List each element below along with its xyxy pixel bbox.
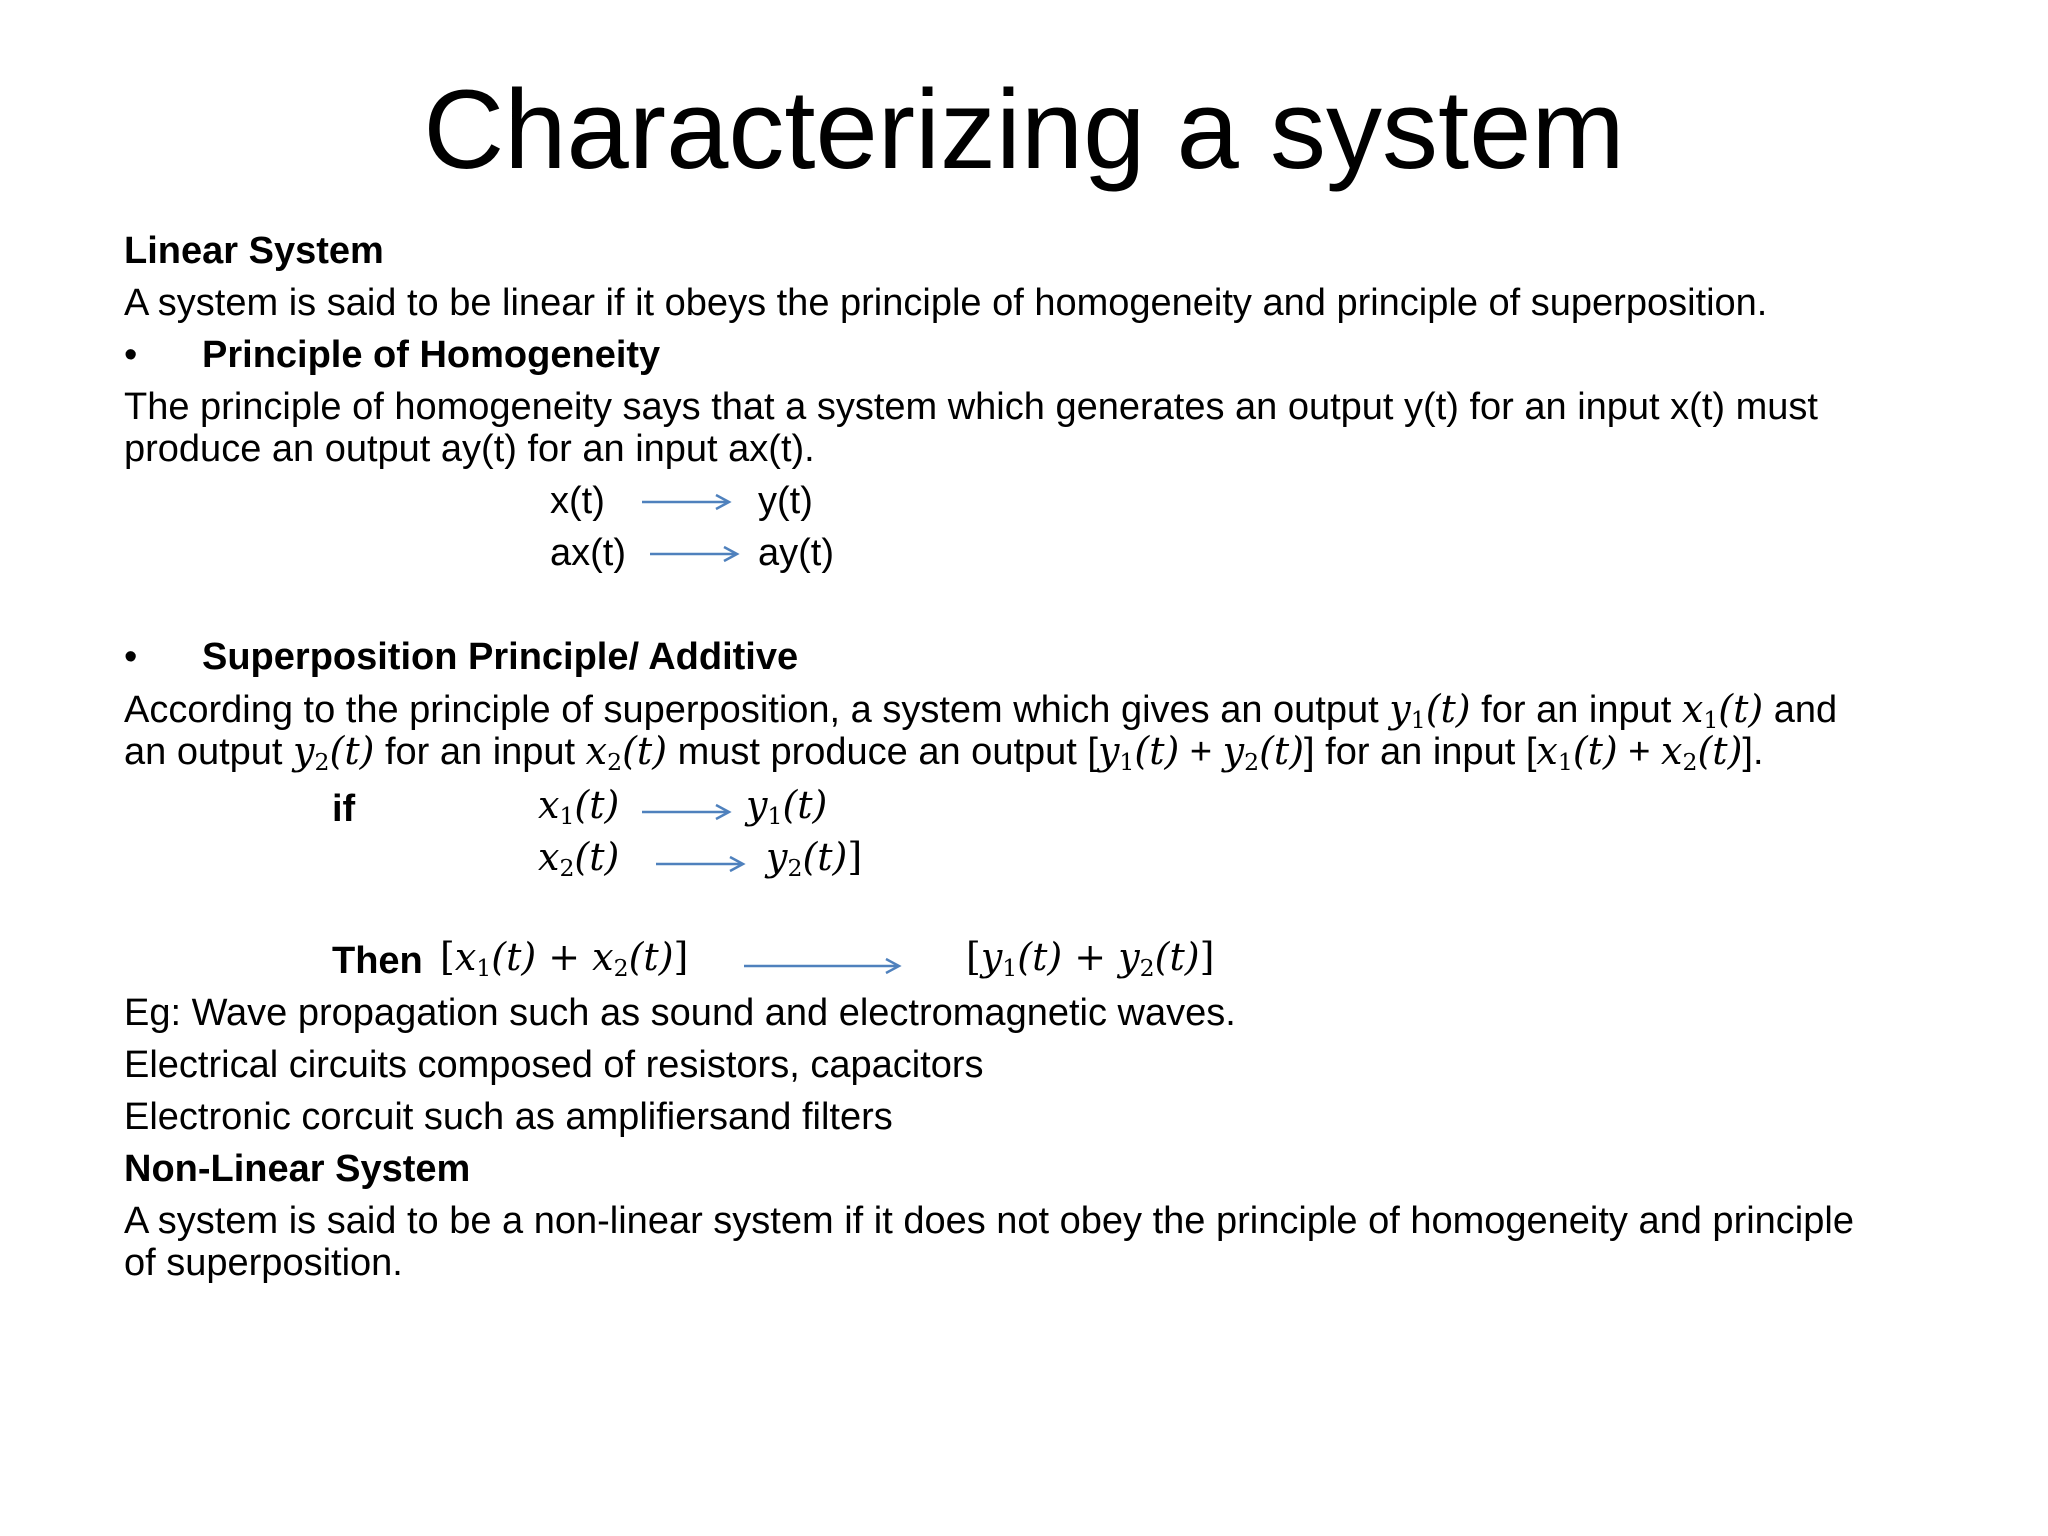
superposition-heading: Superposition Principle/ Additive	[202, 636, 799, 678]
homogeneity-text-line1: The principle of homogeneity says that a system which generates an output y(t) for an input x(t) must	[124, 386, 1818, 428]
superposition-text-line2: an output $y_2(t)$ for an input $x_2(t)$ must produce an output $[y_1(t) + y_2(t)]$ for an input $[x_1(t) + x_2(t)]$.	[124, 729, 1764, 776]
homogeneity-output-1: y(t)	[758, 480, 813, 522]
arrow-icon	[650, 546, 740, 562]
arrow-icon	[656, 856, 746, 872]
arrow-icon	[744, 958, 904, 974]
example-line-3: Electronic corcuit such as amplifiersand filters	[124, 1096, 893, 1138]
if-label: if	[332, 788, 356, 830]
arrow-icon	[642, 804, 732, 820]
homogeneity-heading: Principle of Homogeneity	[202, 334, 661, 376]
if-output-y1: $y_1(t)$	[746, 783, 828, 830]
math-x2-t: $x_2(t)$	[585, 729, 668, 776]
slide-title: Characterizing a system	[423, 67, 1625, 192]
bullet-superposition: •	[124, 636, 138, 678]
nonlinear-text-line2: of superposition.	[124, 1242, 403, 1284]
arrow-icon	[642, 494, 732, 510]
if-input-x2: $x_2(t)$	[538, 835, 620, 882]
math-x1-t: $x_1(t)$	[1681, 687, 1764, 734]
if-input-x1: $x_1(t)$	[538, 783, 620, 830]
if-output-y2: $y_2(t)$]	[766, 835, 863, 882]
example-line-1: Eg: Wave propagation such as sound and electromagnetic waves.	[124, 992, 1236, 1034]
then-output-sum: $[y_1(t) + y_2(t)]$	[966, 935, 1215, 982]
superposition-text-line1: According to the principle of superposition, a system which gives an output $y_1(t)$ for an input $x_1(t)$ and	[124, 687, 1838, 734]
nonlinear-system-heading: Non-Linear System	[124, 1148, 471, 1190]
example-line-2: Electrical circuits composed of resistors, capacitors	[124, 1044, 984, 1086]
linear-system-definition: A system is said to be linear if it obeys the principle of homogeneity and principle of superposition.	[124, 282, 1768, 324]
math-y2-t: $y_2(t)$	[293, 729, 375, 776]
homogeneity-input-2: ax(t)	[550, 532, 626, 574]
bullet-homogeneity: •	[124, 334, 138, 376]
then-label: Then	[332, 940, 423, 982]
nonlinear-text-line1: A system is said to be a non-linear system if it does not obey the principle of homogeneity and principle	[124, 1200, 1854, 1242]
linear-system-heading: Linear System	[124, 230, 384, 272]
then-input-sum: $[x_1(t) + x_2(t)]$	[440, 935, 689, 982]
homogeneity-output-2: ay(t)	[758, 532, 834, 574]
math-y1-t: $y_1(t)$	[1389, 687, 1471, 734]
homogeneity-text-line2: produce an output ay(t) for an input ax(t).	[124, 428, 815, 470]
homogeneity-input-1: x(t)	[550, 480, 605, 522]
